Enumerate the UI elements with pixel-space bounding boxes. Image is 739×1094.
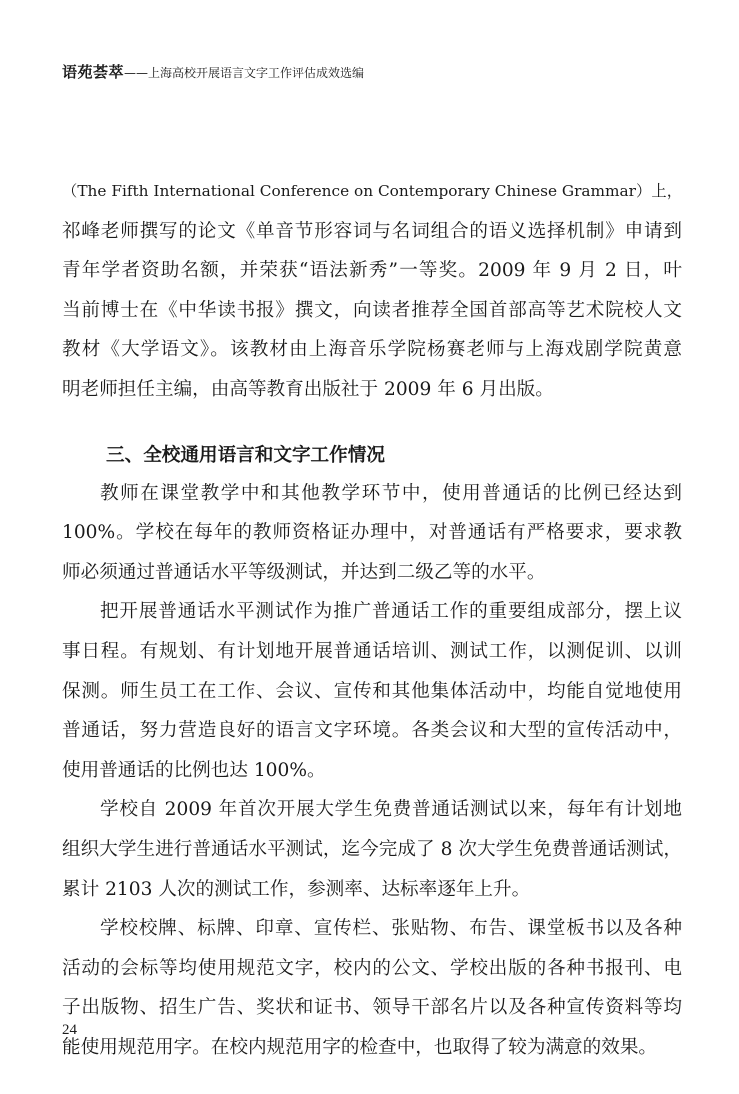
text-line: 能使用规范用字。在校内规范用字的检查中，也取得了较为满意的效果。 [62,1036,658,1058]
text-line: （The Fifth International Conference on Contemporary Chinese Grammar）上， [62,182,682,200]
running-header [62,62,702,83]
paragraph-1 [62,172,682,410]
text-line: 事日程。有规划、有计划地开展普通话培训、测试工作，以测促训、以训 [62,640,682,662]
text-line: 教师在课堂教学中和其他教学环节中，使用普通话的比例已经达到 [100,482,682,504]
text-line: 师必须通过普通话水平等级测试，并达到二级乙等的水平。 [62,561,546,583]
text-line: 当前博士在《中华读书报》撰文，向读者推荐全国首部高等艺术院校人文 [62,299,682,321]
text-line: 教材《大学语文》。该教材由上海音乐学院杨赛老师与上海戏剧学院黄意 [62,339,682,361]
text-line: 青年学者资助名额，并荣获“语法新秀”一等奖。2009 年 9 月 2 日，叶 [62,260,682,282]
text-line: 祁峰老师撰写的论文《单音节形容词与名词组合的语义选择机制》申请到 [62,220,682,242]
section-spacer [62,410,682,438]
paragraph-3 [62,592,682,790]
section-heading: 三、全校通用语言和文字工作情况 [106,444,385,466]
page-number: 24 [62,1022,77,1038]
text-line: 活动的会标等均使用规范文字，校内的公文、学校出版的各种书报刊、电 [62,957,682,979]
text-line: 明老师担任主编，由高等教育出版社于 2009 年 6 月出版。 [62,378,554,400]
header-subtitle: ——上海高校开展语言文字工作评估成效选编 [124,66,365,80]
text-line: 把开展普通话水平测试作为推广普通话工作的重要组成部分，摆上议 [100,601,682,623]
paragraph-4 [62,790,682,909]
text-line: 学校校牌、标牌、印章、宣传栏、张贴物、布告、课堂板书以及各种 [100,918,682,940]
text-line: 使用普通话的比例也达 100%。 [62,759,326,781]
text-line: 学校自 2009 年首次开展大学生免费普通话测试以来，每年有计划地 [100,799,682,821]
paragraph-5 [62,909,682,1067]
text-line: 组织大学生进行普通话水平测试，迄今完成了 8 次大学生免费普通话测试， [62,838,682,860]
text-line: 累计 2103 人次的测试工作，参测率、达标率逐年上升。 [62,878,531,900]
text-line: 100%。学校在每年的教师资格证办理中，对普通话有严格要求，要求教 [62,522,682,544]
text-line: 子出版物、招生广告、奖状和证书、领导干部名片以及各种宣传资料等均 [62,997,682,1019]
page-body [62,172,682,1067]
header-title: 语苑荟萃 [62,63,125,81]
text-line: 保测。师生员工在工作、会议、宣传和其他集体活动中，均能自觉地使用 [62,680,682,702]
text-line: 普通话，努力营造良好的语言文字环境。各类会议和大型的宣传活动中， [62,720,682,742]
paragraph-2 [62,474,682,593]
